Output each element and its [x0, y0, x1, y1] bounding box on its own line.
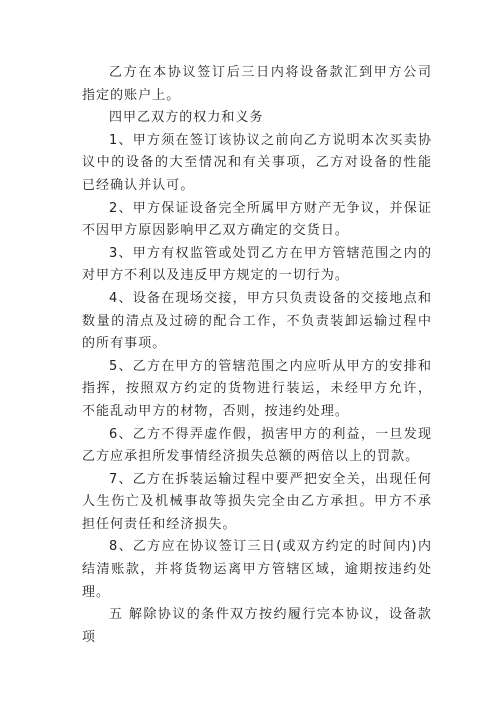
- clause-1: 1、甲方须在签订该协议之前向乙方说明本次买卖协议中的设备的大至情况和有关事项，乙方对设备的性能已经确认并认可。: [82, 132, 432, 193]
- clause-7: 7、乙方在拆装运输过程中要严把安全关，出现任何人生伤亡及机械事故等损失完全由乙方承担。甲方不承担任何责任和经济损失。: [82, 471, 432, 532]
- clause-6: 6、乙方不得弄虚作假，损害甲方的利益，一旦发现乙方应承担所发事情经济损失总额的两倍以上的罚款。: [82, 426, 432, 465]
- clause-2: 2、甲方保证设备完全所属甲方财产无争议，并保证不因甲方原因影响甲乙双方确定的交货日。: [82, 200, 432, 239]
- clause-8: 8、乙方应在协议签订三日(或双方约定的时间内)内结清账款，并将货物运离甲方管辖区域，逾期按违约处理。: [82, 539, 432, 600]
- paragraph-payment: 乙方在本协议签订后三日内将设备款汇到甲方公司指定的账户上。: [82, 65, 432, 103]
- section-heading-termination: 五 解除协议的条件双方按约履行完本协议，设备款项: [82, 607, 432, 645]
- clause-5: 5、乙方在甲方的管辖范围之内应听从甲方的安排和指挥，按照双方约定的货物进行装运，未经甲方允许，不能乱动甲方的材物，否则，按违约处理。: [82, 358, 432, 419]
- clause-3: 3、甲方有权监管或处罚乙方在甲方管辖范围之内的对甲方不利以及违反甲方规定的一切行为。: [82, 245, 432, 284]
- document-body: [82, 62, 432, 649]
- section-heading-rights-obligations: 四甲乙双方的权力和义务: [109, 110, 264, 126]
- clause-4: 4、设备在现场交接，甲方只负责设备的交接地点和数量的清点及过磅的配合工作，不负责装卸运输过程中的所有事项。: [82, 290, 432, 352]
